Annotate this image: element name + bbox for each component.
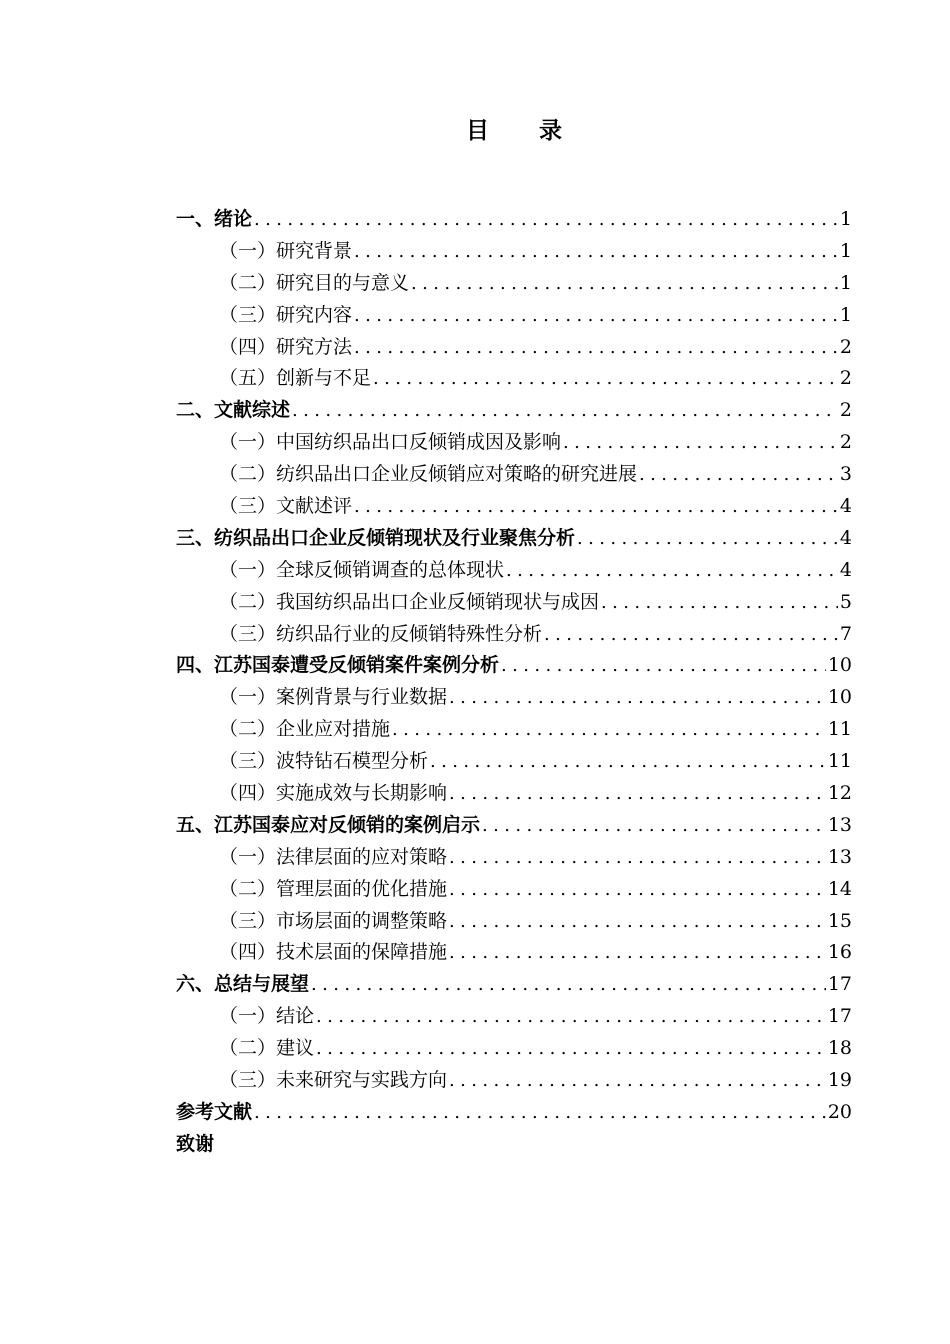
toc-dot-leader [601, 592, 838, 613]
toc-entry-title: 三、纺织品出口企业反倾销现状及行业聚焦分析 [176, 526, 576, 549]
toc-entry-title: （二）我国纺织品出口企业反倾销现状与成因 [219, 590, 600, 613]
toc-entry-title: （一）中国纺织品出口反倾销成因及影响 [219, 431, 562, 454]
toc-page-number: 13 [827, 813, 852, 836]
toc-page-number: 3 [839, 463, 852, 486]
toc-page-number: 2 [839, 335, 852, 358]
toc-entry-title: （二）研究目的与意义 [219, 271, 410, 294]
toc-entry[interactable] [176, 332, 852, 364]
toc-dot-leader [449, 783, 826, 804]
toc-entry[interactable] [176, 682, 852, 714]
toc-entry-title: （三）市场层面的调整策略 [219, 909, 448, 932]
toc-entry[interactable] [176, 714, 852, 746]
toc-dot-leader [506, 560, 838, 581]
toc-page-number: 2 [839, 399, 852, 422]
toc-dot-leader [544, 624, 838, 645]
toc-entry[interactable] [176, 778, 852, 810]
toc-entry[interactable] [176, 395, 852, 427]
toc-dot-leader [449, 847, 826, 868]
toc-dot-leader [254, 1102, 826, 1123]
toc-entry-title: （二）管理层面的优化措施 [219, 877, 448, 900]
toc-page-number: 2 [839, 367, 852, 390]
toc-entry[interactable] [176, 555, 852, 587]
toc-entry[interactable] [176, 746, 852, 778]
toc-entry[interactable] [176, 1001, 852, 1033]
toc-entry[interactable] [176, 874, 852, 906]
toc-dot-leader [392, 719, 826, 740]
toc-title-char: 录 [539, 118, 564, 144]
toc-entry[interactable] [176, 268, 852, 300]
toc-dot-leader [354, 305, 838, 326]
toc-page-number: 20 [827, 1100, 852, 1123]
toc-entry-title: （一）法律层面的应对策略 [219, 845, 448, 868]
toc-entry-title: （三）纺织品行业的反倾销特殊性分析 [219, 622, 543, 645]
toc-dot-leader [430, 751, 826, 772]
toc-entry-title: （二）企业应对措施 [219, 718, 391, 741]
toc-entry[interactable] [176, 650, 852, 682]
toc-dot-leader [449, 942, 826, 963]
toc-entry-title: （二）纺织品出口企业反倾销应对策略的研究进展 [219, 463, 638, 486]
toc-dot-leader [411, 273, 838, 294]
toc-entry[interactable] [176, 1097, 852, 1129]
toc-page-number: 10 [827, 686, 852, 709]
toc-page-number: 2 [839, 431, 852, 454]
toc-page-number: 17 [827, 973, 852, 996]
toc-entry-title: （四）技术层面的保障措施 [219, 941, 448, 964]
toc-entry[interactable] [176, 523, 852, 555]
toc-entry[interactable] [176, 459, 852, 491]
toc-dot-leader [639, 464, 838, 485]
toc-entry[interactable] [176, 810, 852, 842]
toc-entry[interactable] [176, 619, 852, 651]
toc-entry[interactable] [176, 969, 852, 1001]
toc-dot-leader [449, 911, 826, 932]
toc-entry-title: 致谢 [176, 1132, 215, 1155]
toc-dot-leader [316, 1006, 826, 1027]
toc-page-number: 1 [839, 239, 852, 262]
toc-page-number: 12 [827, 782, 852, 805]
toc-entry-title: （四）实施成效与长期影响 [219, 782, 448, 805]
toc-entry-title: （三）研究内容 [219, 303, 353, 326]
toc-page-number: 1 [839, 271, 852, 294]
toc-title-char: 目 [466, 118, 491, 144]
toc-dot-leader [354, 241, 838, 262]
toc-entry[interactable] [176, 363, 852, 395]
toc-dot-leader [254, 209, 838, 230]
toc-entry-title: 一、绪论 [176, 208, 253, 230]
toc-entry[interactable] [176, 204, 852, 236]
toc-page-number: 1 [839, 208, 852, 230]
toc-dot-leader [292, 400, 838, 421]
toc-page-number: 1 [839, 303, 852, 326]
toc-dot-leader [501, 655, 826, 676]
toc-entry[interactable] [176, 491, 852, 523]
toc-title [0, 112, 950, 145]
toc-entry-title: 参考文献 [176, 1100, 253, 1123]
toc-page-number: 17 [827, 1005, 852, 1028]
toc-entry-title: （五）创新与不足 [219, 367, 372, 390]
toc-page-number: 7 [839, 622, 852, 645]
toc-entry[interactable] [176, 587, 852, 619]
toc-entry-title: （一）案例背景与行业数据 [219, 686, 448, 709]
toc-entry-title: （一）研究背景 [219, 239, 353, 262]
toc-entry-title: （三）波特钻石模型分析 [219, 750, 429, 773]
toc-entry-title: 二、文献综述 [176, 399, 291, 422]
toc-entry[interactable] [176, 1129, 852, 1161]
toc-entry[interactable] [176, 1065, 852, 1097]
toc-dot-leader [354, 337, 838, 358]
table-of-contents [176, 204, 852, 1161]
toc-page-number: 4 [839, 558, 852, 581]
toc-entry[interactable] [176, 427, 852, 459]
toc-entry-title: （一）全球反倾销调查的总体现状 [219, 558, 505, 581]
toc-page-number: 14 [827, 877, 852, 900]
toc-dot-leader [373, 368, 838, 389]
toc-page-number: 11 [827, 718, 852, 741]
toc-dot-leader [354, 496, 838, 517]
toc-entry-title: 五、江苏国泰应对反倾销的案例启示 [176, 813, 481, 836]
toc-page-number: 4 [839, 526, 852, 549]
toc-page-number: 4 [839, 495, 852, 518]
toc-entry-title: （二）建议 [219, 1037, 315, 1060]
toc-dot-leader [482, 815, 826, 836]
toc-page-number: 10 [827, 654, 852, 677]
toc-dot-leader [577, 528, 838, 549]
toc-dot-leader [563, 432, 838, 453]
toc-page-number: 11 [827, 750, 852, 773]
toc-page-number: 18 [827, 1037, 852, 1060]
toc-entry-title: （三）文献述评 [219, 495, 353, 518]
toc-dot-leader [449, 687, 826, 708]
toc-page-number: 15 [827, 909, 852, 932]
toc-entry-title: （一）结论 [219, 1005, 315, 1028]
toc-entry-title: （三）未来研究与实践方向 [219, 1069, 448, 1092]
toc-page-number: 19 [827, 1069, 852, 1092]
toc-dot-leader [449, 1070, 826, 1091]
toc-page-number: 13 [827, 845, 852, 868]
toc-dot-leader [316, 1038, 826, 1059]
toc-dot-leader [311, 974, 826, 995]
toc-entry-title: 六、总结与展望 [176, 973, 310, 996]
toc-entry[interactable] [176, 937, 852, 969]
toc-page-number: 5 [839, 590, 852, 613]
toc-entry-title: （四）研究方法 [219, 335, 353, 358]
toc-page-number: 16 [827, 941, 852, 964]
toc-entry[interactable] [176, 300, 852, 332]
toc-entry[interactable] [176, 1033, 852, 1065]
toc-entry[interactable] [176, 236, 852, 268]
toc-dot-leader [449, 879, 826, 900]
toc-entry[interactable] [176, 842, 852, 874]
toc-entry-title: 四、江苏国泰遭受反倾销案件案例分析 [176, 654, 500, 677]
toc-entry[interactable] [176, 906, 852, 938]
